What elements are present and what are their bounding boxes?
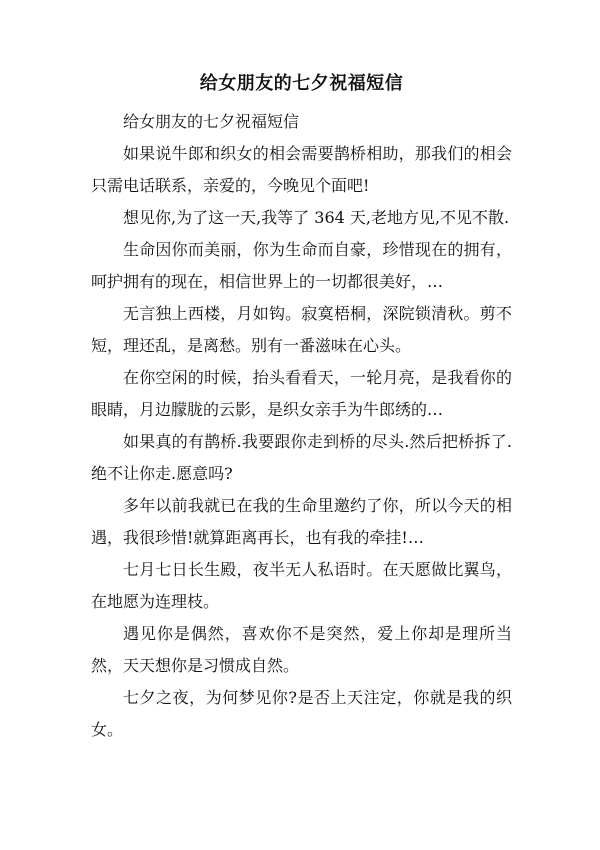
paragraph-1: 如果说牛郎和织女的相会需要鹊桥相助，那我们的相会只需电话联系，亲爱的，今晚见个面吧! (91, 144, 512, 195)
paragraph-7: 多年以前我就已在我的生命里邀约了你，所以今天的相遇，我很珍惜!就算距离再长，也有我的牵挂!… (91, 496, 512, 547)
document-subtitle: 给女朋友的七夕祝福短信 (123, 112, 300, 131)
paragraph-8: 七月七日长生殿，夜半无人私语时。在天愿做比翼鸟，在地愿为连理枝。 (91, 560, 512, 611)
paragraph-4: 无言独上西楼，月如钩。寂寞梧桐，深院锁清秋。剪不短，理还乱，是离愁。别有一番滋味在心头。 (91, 304, 512, 355)
paragraph-5: 在你空闲的时候，抬头看看天，一轮月亮，是我看你的眼睛，月边朦胧的云影，是织女亲手为牛郎绣的… (91, 368, 512, 419)
paragraph-9: 遇见你是偶然，喜欢你不是突然，爱上你却是理所当然，天天想你是习惯成自然。 (91, 624, 512, 675)
paragraph-10: 七夕之夜，为何梦见你?是否上天注定，你就是我的织女。 (91, 688, 512, 739)
paragraph-6: 如果真的有鹊桥.我要跟你走到桥的尽头.然后把桥拆了.绝不让你走.愿意吗? (91, 432, 512, 483)
paragraph-2: 想见你,为了这一天,我等了 364 天,老地方见,不见不散. (123, 208, 510, 227)
document-title: 给女朋友的七夕祝福短信 (199, 73, 404, 94)
paragraph-3: 生命因你而美丽，你为生命而自豪，珍惜现在的拥有，呵护拥有的现在，相信世界上的一切都很美好，… (91, 240, 512, 291)
